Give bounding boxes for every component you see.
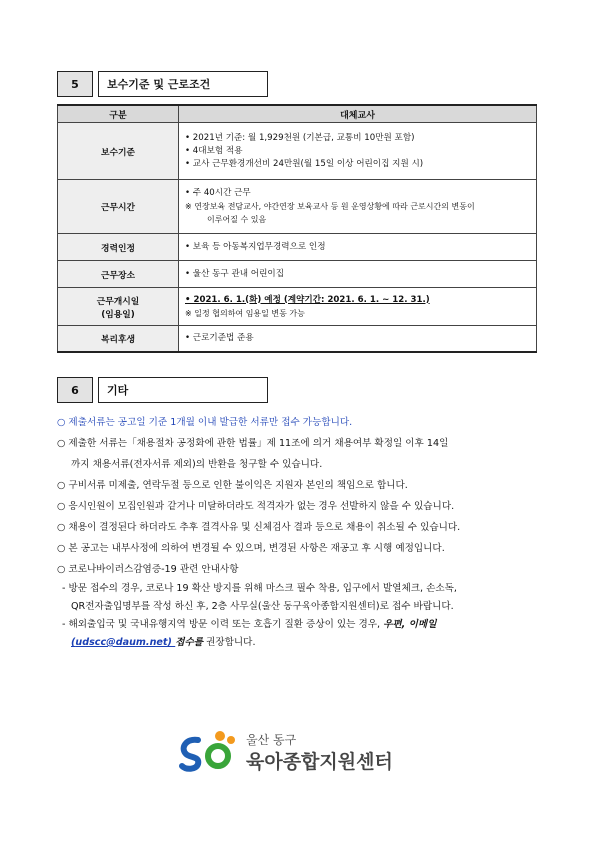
section-5-header [57, 71, 268, 97]
logo-text-line-1: 울산 동구 [246, 733, 297, 747]
email-close-paren: ) [167, 637, 176, 648]
row-hours-label: 근무시간 [58, 180, 179, 234]
row-hours-value [179, 180, 537, 234]
row-welfare-value: • 근로기준법 준용 [179, 326, 537, 352]
pay-item-3: • 교사 근무환경개선비 24만원(월 15일 이상 어린이집 지원 시) [185, 158, 424, 169]
etc-item-no-selection: ○ 응시인원이 모집인원과 같거나 미달하더라도 적격자가 없는 경우 선발하지 않을 수 있습니다. [57, 501, 455, 512]
conditions-table [57, 104, 537, 353]
email-link[interactable]: udscc@daum.net [75, 637, 168, 648]
hours-note-line-2: 이루어질 수 있음 [207, 215, 267, 224]
etc-item-responsibility: ○ 구비서류 미제출, 연락두절 등으로 인한 불이익은 지원자 본인의 책임으로 합니다. [57, 480, 408, 491]
row-start-value [179, 288, 537, 326]
section-6-title: 기타 [98, 377, 268, 403]
section-6-number: 6 [57, 377, 93, 403]
etc-item-change-notice: ○ 본 공고는 내부사정에 의하여 변경될 수 있으며, 변경된 사항은 재공고 후 시행 예정입니다. [57, 543, 445, 554]
pay-item-1: • 2021년 기준: 월 1,929천원 (기본급, 교통비 10만원 포함) [185, 132, 415, 143]
row-start-label [58, 288, 179, 326]
row-pay-value [179, 123, 537, 180]
etc-item-documents-validity: ○ 제출서류는 공고일 기준 1개월 이내 발급한 서류만 접수 가능합니다. [57, 417, 353, 428]
section-5-number: 5 [57, 71, 93, 97]
row-place-label: 근무장소 [58, 261, 179, 288]
logo-text-line-2: 육아종합지원센터 [246, 751, 393, 773]
etc-item-covid-heading: ○ 코로나바이러스감염증-19 관련 안내사항 [57, 564, 239, 575]
start-label-line-2: (임용일) [101, 309, 135, 320]
row-career [58, 234, 537, 261]
hours-item: • 주 40시간 근무 [185, 188, 251, 198]
row-pay-label: 보수기준 [58, 123, 179, 180]
covid-overseas-guide [57, 616, 542, 634]
hours-note [185, 200, 530, 226]
etc-item-document-return: ○ 제출한 서류는「채용절차 공정화에 관한 법률」제 11조에 의거 채용여부 확정일 이후 14일 [57, 438, 449, 449]
overseas-guide-emphasis: 우편, 이메일 [383, 619, 437, 630]
row-welfare-label: 복리후생 [58, 326, 179, 352]
covid-visit-guide-cont: QR전자출입명부를 작성 하신 후, 2층 사무실(울산 동구육아종합지원센터)로 접수 바랍니다. [71, 601, 454, 612]
row-pay [58, 123, 537, 180]
row-welfare [58, 326, 537, 352]
logo-emblem-icon [178, 726, 408, 776]
row-start [58, 288, 537, 326]
row-place-value: • 울산 동구 관내 어린이집 [179, 261, 537, 288]
recommend-text: 권장합니다. [203, 637, 256, 648]
header-substitute-teacher: 대체교사 [179, 105, 537, 123]
row-career-label: 경력인정 [58, 234, 179, 261]
submit-emphasis: 접수를 [175, 637, 204, 648]
table-header-row [58, 105, 537, 123]
center-logo [178, 726, 408, 776]
row-hours [58, 180, 537, 234]
start-item: • 2021. 6. 1.(화) 예정 (계약기간: 2021. 6. 1. ~ 12. 31.) [185, 294, 430, 305]
row-career-value: • 보육 등 아동복지업무경력으로 인정 [179, 234, 537, 261]
etc-item-cancellation: ○ 채용이 결정된다 하더라도 추후 결격사유 및 신체검사 결과 등으로 채용이 취소될 수 있습니다. [57, 522, 461, 533]
etc-content [57, 412, 542, 652]
covid-visit-guide: - 방문 접수의 경우, 코로나 19 확산 방지를 위해 마스크 필수 착용, 입구에서 발열체크, 손소독, [62, 583, 457, 594]
section-6-header [57, 377, 268, 403]
section-5-title: 보수기준 및 근로조건 [98, 71, 268, 97]
etc-item-document-return-cont: 까지 채용서류(전자서류 제외)의 반환을 청구할 수 있습니다. [71, 459, 323, 470]
row-place [58, 261, 537, 288]
hours-note-line-1: ※ 연장보육 전담교사, 야간연장 보육교사 등 원 운영상황에 따라 근로시간의 변동이 [185, 202, 475, 211]
start-note: ※ 일정 협의하여 임용일 변동 가능 [185, 308, 305, 318]
email-open-paren: ( [71, 637, 76, 648]
header-category: 구분 [58, 105, 179, 123]
overseas-guide-text: - 해외출입국 및 국내유행지역 방문 이력 또는 호흡기 질환 증상이 있는 경우, [62, 619, 384, 630]
covid-overseas-guide-cont [57, 634, 542, 652]
start-label-line-1: 근무개시일 [96, 296, 140, 307]
pay-item-2: • 4대보험 적용 [185, 145, 243, 156]
